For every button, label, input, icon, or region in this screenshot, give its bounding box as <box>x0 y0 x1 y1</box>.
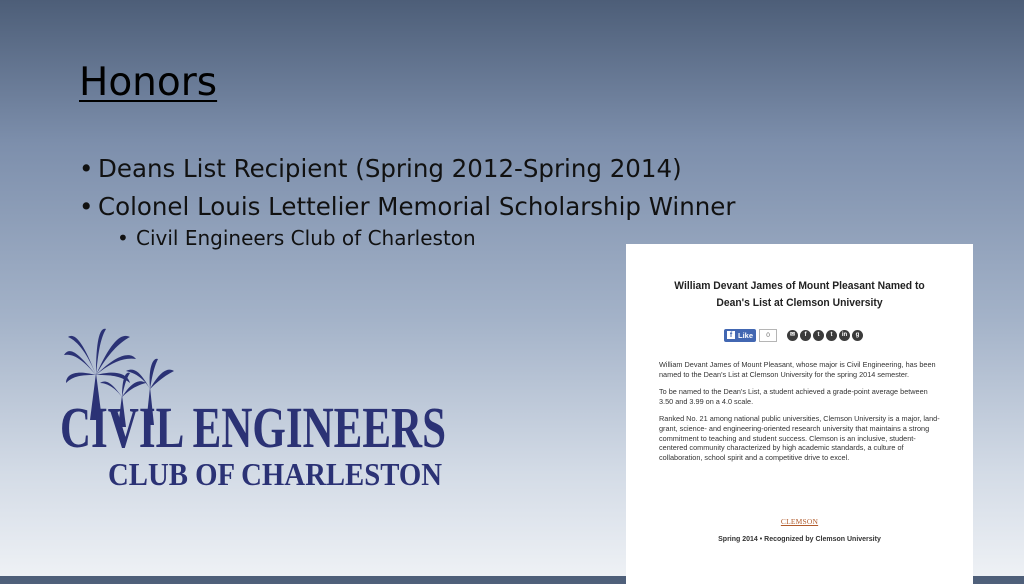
email-icon[interactable]: ✉ <box>787 330 798 341</box>
bullet-text: Colonel Louis Lettelier Memorial Scholarship Winner <box>98 192 736 221</box>
like-count: 0 <box>759 329 777 342</box>
bullet-list <box>79 154 735 250</box>
logo-line-1: CIVIL ENGINEERS <box>60 395 446 460</box>
bullet-item <box>79 154 735 183</box>
logo-line-2: CLUB OF CHARLESTON <box>108 456 442 492</box>
facebook-icon[interactable]: f <box>800 330 811 341</box>
bullet-text: Deans List Recipient (Spring 2012-Spring 2014) <box>98 154 682 183</box>
bullet-dot: • <box>79 154 94 183</box>
clipping-footer: Spring 2014 • Recognized by Clemson University <box>718 536 881 543</box>
like-label: Like <box>738 330 754 340</box>
clipping-paragraph: William Devant James of Mount Pleasant, whose major is Civil Engineering, has been named to the Dean's List at Clemson University for the spring 2014 semester. <box>659 360 936 379</box>
bullet-dot: • <box>79 192 94 221</box>
bullet-dot: • <box>117 226 129 250</box>
news-clipping <box>626 244 973 584</box>
bullet-item <box>79 192 735 221</box>
slide-title: Honors <box>79 60 218 105</box>
googleplus-icon[interactable]: g <box>852 330 863 341</box>
clipping-paragraph: To be named to the Dean's List, a student achieved a grade-point average between 3.50 and 3.99 on a 4.0 scale. <box>659 387 928 406</box>
clemson-logo: CLEMSON <box>780 517 819 526</box>
sub-bullet-text: Civil Engineers Club of Charleston <box>136 226 476 250</box>
linkedin-icon[interactable]: in <box>839 330 850 341</box>
social-share-bar <box>724 327 863 343</box>
facebook-like-button[interactable] <box>724 329 756 342</box>
twitter-icon[interactable]: t <box>813 330 824 341</box>
facebook-f-icon: f <box>727 331 735 339</box>
clipping-body <box>659 360 942 470</box>
share-icons <box>787 330 863 341</box>
clipping-paragraph: Ranked No. 21 among national public universities, Clemson University is a major, land-grant, science- and engineering-oriented research university that maintains a strong commitment to teaching and student success. Clemson is an inclusive, student-centered community characterized by high academic standards, a culture of collaboration, school spirit and a competitive drive to excel. <box>659 414 940 462</box>
civil-engineers-club-logo <box>60 325 460 495</box>
clipping-headline: William Devant James of Mount Pleasant Named to Dean's List at Clemson University <box>674 280 925 309</box>
tumblr-icon[interactable]: t <box>826 330 837 341</box>
